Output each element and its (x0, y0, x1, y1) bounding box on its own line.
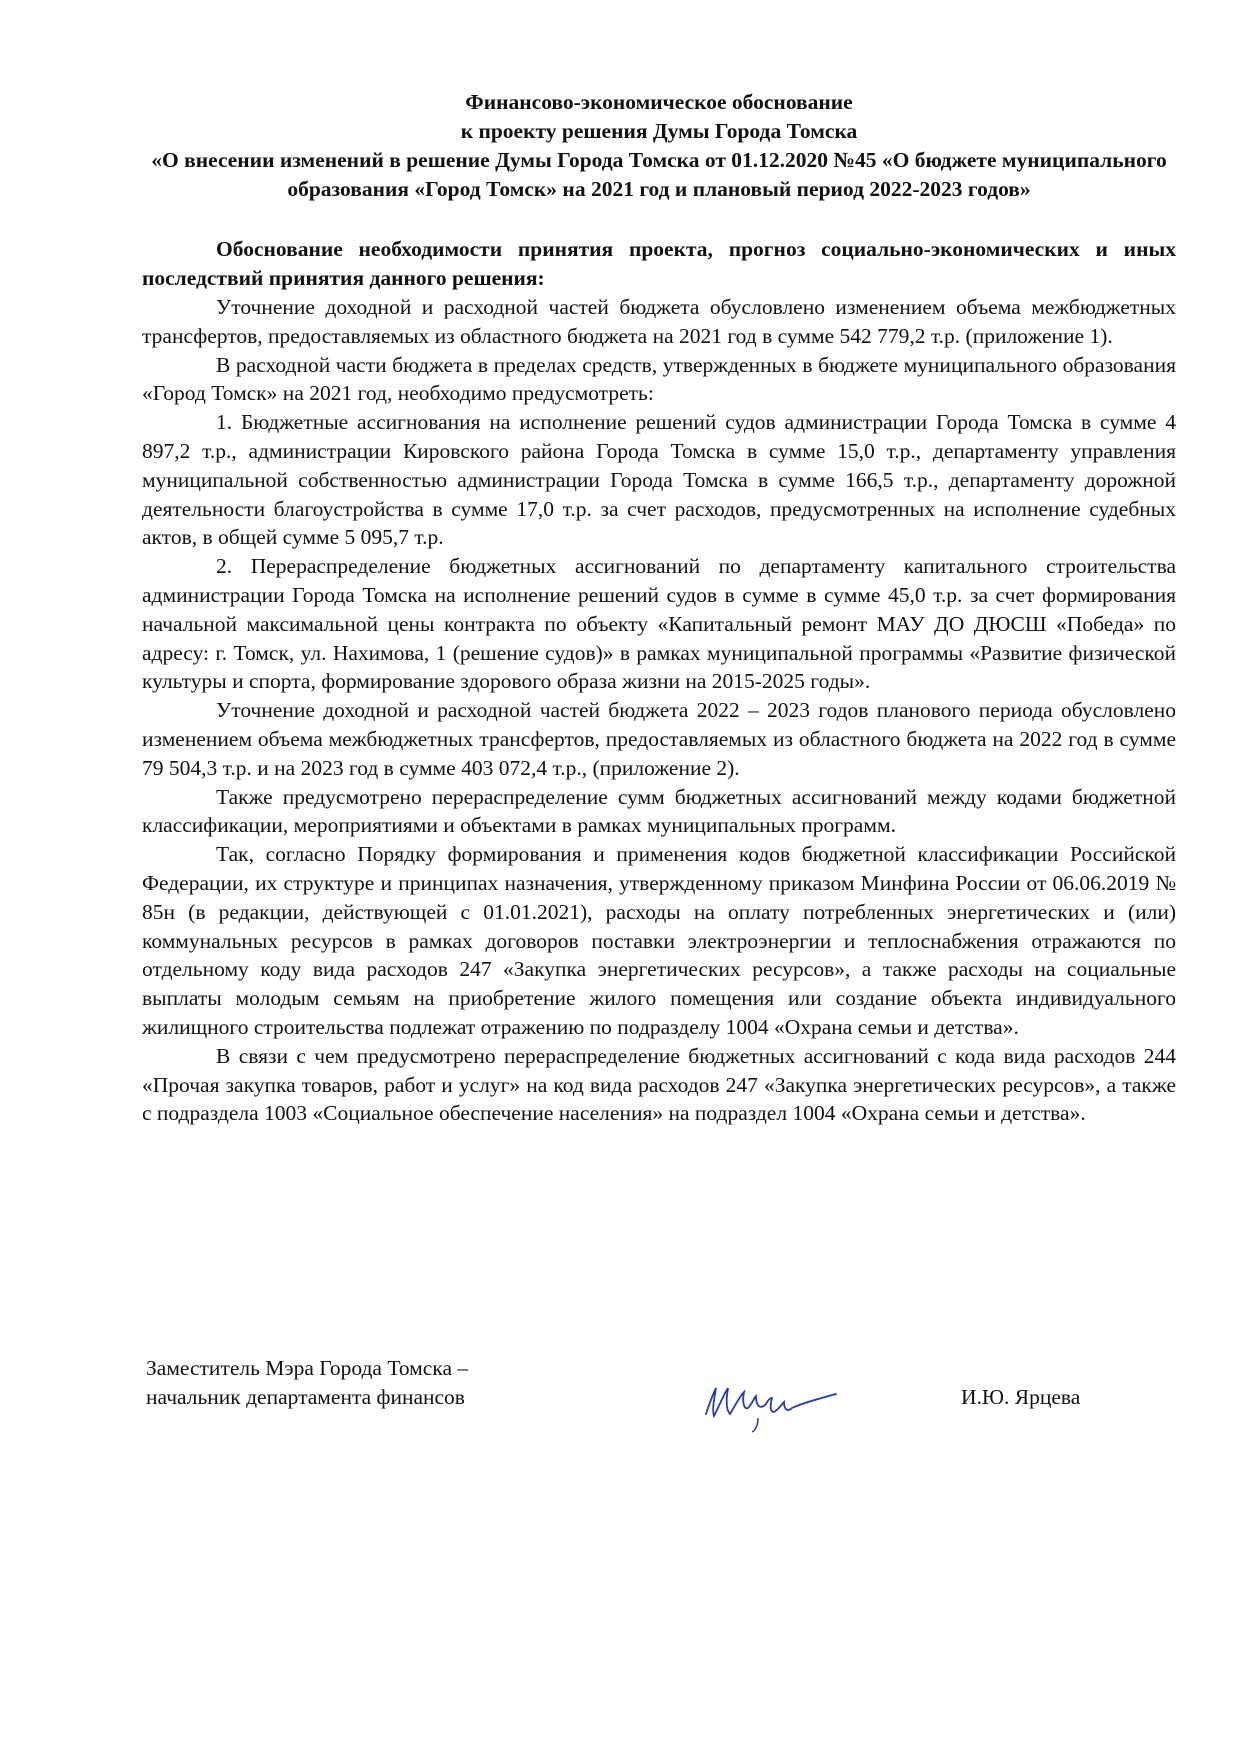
title-line: к проекту решения Думы Города Томска (460, 119, 858, 143)
title-line: «О внесении изменений в решение Думы Города Томска от 01.12.2020 №45 «О бюджете муниципального образования «Город Томск» на 2021 год и плановый период 2022-2023 годов» (151, 148, 1167, 201)
section-heading: Обоснование необходимости принятия проекта, прогноз социально-экономических и иных последствий принятия данного решения: (142, 237, 1176, 290)
signer-name: И.Ю. Ярцева (961, 1385, 1081, 1409)
document-title (142, 88, 1176, 204)
paragraph: Уточнение доходной и расходной частей бюджета 2022 – 2023 годов планового периода обусловлено изменением объема межбюджетных трансфертов, предоставляемых из областного бюджета на 2022 год в сумме 79 504,3 т.р. и на 2023 год в сумме 403 072,4 т.р., (приложение 2). (142, 698, 1176, 780)
paragraph: Так, согласно Порядку формирования и применения кодов бюджетной классификации Российской Федерации, их структуре и принципах назначения, утвержденному приказом Минфина России от 06.06.2019 № 85н (в редакции, действующей с 01.01.2021), расходы на оплату потребленных энергетических и (или) коммунальных ресурсов в рамках договоров поставки электроэнергии и теплоснабжения отражаются по отдельному коду вида расходов 247 «Закупка энергетических ресурсов», а также расходы на социальные выплаты молодым семьям на приобретение жилого помещения или создание объекта индивидуального жилищного строительства подлежат отражению по подразделу 1004 «Охрана семьи и детства». (142, 842, 1176, 1039)
paragraph: В расходной части бюджета в пределах средств, утвержденных в бюджете муниципального образования «Город Томск» на 2021 год, необходимо предусмотреть: (142, 352, 1176, 406)
document-body (142, 88, 1176, 1128)
title-line: Финансово-экономическое обоснование (465, 90, 853, 114)
signer-position (146, 1354, 468, 1412)
handwritten-signature (696, 1374, 846, 1434)
paragraph: Уточнение доходной и расходной частей бюджета обусловлено изменением объема межбюджетных трансфертов, предоставляемых из областного бюджета на 2021 год в сумме 542 779,2 т.р. (приложение 1). (142, 295, 1176, 348)
position-line: Заместитель Мэра Города Томска – (146, 1356, 469, 1380)
paragraph: Также предусмотрено перераспределение сумм бюджетных ассигнований между кодами бюджетной классификации, мероприятиями и объектами в рамках муниципальных программ. (142, 784, 1176, 838)
position-line: начальник департамента финансов (146, 1385, 465, 1409)
paragraph: В связи с чем предусмотрено перераспределение бюджетных ассигнований с кода вида расходов 244 «Прочая закупка товаров, работ и услуг» на код вида расходов 247 «Закупка энергетических ресурсов», а также с подраздела 1003 «Социальное обеспечение населения» на подраздел 1004 «Охрана семьи и детства». (142, 1043, 1176, 1126)
paragraph: 1. Бюджетные ассигнования на исполнение решений судов администрации Города Томска в сумме 4 897,2 т.р., администрации Кировского района Города Томска в сумме 15,0 т.р., департаменту управления муниципальной собственностью администрации Города Томска в сумме 166,5 т.р., департаменту дорожной деятельности благоустройства в сумме 17,0 т.р. за счет расходов, предусмотренных на исполнение судебных актов, в общей сумме 5 095,7 т.р. (142, 410, 1176, 550)
paragraph: 2. Перераспределение бюджетных ассигнований по департаменту капитального строительства администрации Города Томска на исполнение решений судов в сумме в сумме 45,0 т.р. за счет формирования начальной максимальной цены контракта по объекту «Капитальный ремонт МАУ ДО ДЮСШ «Победа» по адресу: г. Томск, ул. Нахимова, 1 (решение судов)» в рамках муниципальной программы «Развитие физической культуры и спорта, формирование здорового образа жизни на 2015-2025 годы». (142, 554, 1176, 694)
